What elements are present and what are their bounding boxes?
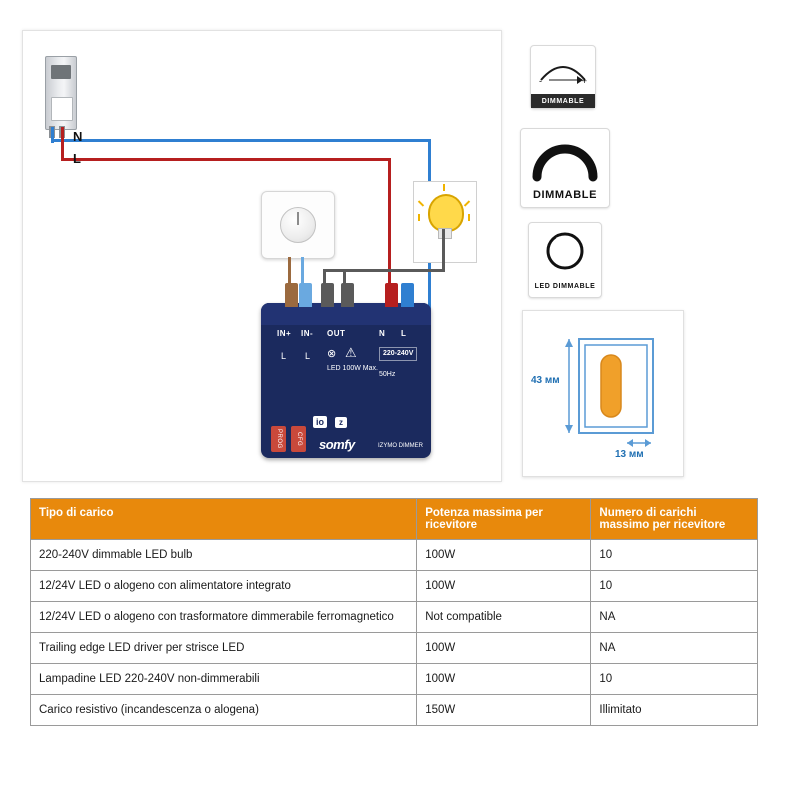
io-protocol-badge: io [313,416,327,428]
wire-lamp-grey-top [323,269,444,272]
terminal-in-minus [299,283,312,307]
cell-max-loads: 10 [591,540,758,571]
terminal-out-2 [341,283,354,307]
led-dimmable-badge [528,222,602,298]
module-frequency: 50Hz [379,371,396,378]
cell-max-power: 150W [417,695,591,726]
led-dimmable-label: LED DIMMABLE [534,283,596,290]
minus-sign: - [539,76,542,86]
wire-lamp-grey-up [442,229,445,272]
cell-max-power: 100W [417,633,591,664]
table-row [31,633,758,664]
dimmable-label-2: DIMMABLE [532,189,598,201]
table-row [31,695,758,726]
dimension-height: 43 мм [531,375,560,386]
terminal-label-out: OUT [327,329,346,338]
terminal-label-in-minus: IN- [301,329,314,338]
cell-load-type: Carico resistivo (incandescenza o alogena) [31,695,417,726]
dimmable-label-1: DIMMABLE [541,98,585,105]
bulb-ray [418,200,424,206]
somfy-logo: somfy [319,437,355,452]
module-voltage: 220-240V [379,347,417,361]
table-row [31,602,758,633]
dimmable-arc-icon [521,129,609,185]
cell-max-power: 100W [417,664,591,695]
bulb-ray [443,184,445,191]
lamp-box [413,181,477,263]
cell-max-power: 100W [417,540,591,571]
rotary-knob-icon[interactable] [280,207,316,243]
wire-live-horizontal [61,158,391,161]
terminal-label-l: L [401,329,407,338]
bulb-ray [464,200,470,206]
cell-max-loads: 10 [591,664,758,695]
terminal-l [385,283,398,307]
cell-max-loads: 10 [591,571,758,602]
terminal-n [401,283,414,307]
cell-max-loads: Illimitato [591,695,758,726]
dimmable-curve-badge [530,45,596,109]
terminal-label-n: N [379,329,386,338]
bulb-base-icon [438,228,452,239]
label-live: L [73,151,81,166]
dimensions-panel [522,310,684,477]
column-header-max-power: Potenza massima per ricevitore [417,499,591,540]
zigbee-badge: z [335,417,347,428]
wire-neutral-horizontal [51,139,431,142]
lamp-symbol-icon: ⊗ [327,348,337,360]
bulb-icon [428,194,464,232]
cell-load-type: 12/24V LED o alogeno con trasformatore dimmerabile ferromagnetico [31,602,417,633]
table-header-row [31,499,758,540]
module-load-spec: LED 100W Max. [327,365,378,372]
label-neutral: N [73,129,83,144]
plus-sign: + [581,76,587,86]
led-dimmable-ring-icon [529,223,601,275]
table-row [31,664,758,695]
prog-button[interactable]: PROG [271,426,286,452]
column-header-load-type: Tipo di carico [31,499,417,540]
bulb-ray [468,214,470,221]
column-header-max-loads: Numero di carichi massimo per ricevitore [591,499,758,540]
table-row [31,571,758,602]
rotary-switch[interactable] [261,191,335,259]
wiring-diagram-panel [22,30,502,482]
module-product-name: IZYMO DIMMER [378,443,423,449]
cell-max-loads: NA [591,602,758,633]
terminal-out-1 [321,283,334,307]
terminal-sub-label-2: L [305,351,311,361]
circuit-breaker-icon [45,56,77,130]
izymo-dimmer-module [261,303,431,458]
dimmable-arc-badge [520,128,610,208]
cell-load-type: Lampadine LED 220-240V non-dimmerabili [31,664,417,695]
cfg-button[interactable]: CFG [291,426,306,452]
wire-live-down [61,127,64,161]
dimension-depth: 13 мм [615,449,644,460]
load-compatibility-table [30,498,758,726]
module-dimensions-sketch [523,311,683,476]
cell-load-type: 220-240V dimmable LED bulb [31,540,417,571]
cell-max-power: 100W [417,571,591,602]
cell-max-loads: NA [591,633,758,664]
cell-load-type: 12/24V LED o alogeno con alimentatore integrato [31,571,417,602]
terminal-sub-label-1: L [281,351,287,361]
cell-load-type: Trailing edge LED driver per strisce LED [31,633,417,664]
bulb-ray [418,214,420,221]
cell-max-power: Not compatible [417,602,591,633]
warning-triangle-icon: ⚠ [345,345,357,360]
table-row [31,540,758,571]
terminal-label-in-plus: IN+ [277,329,292,338]
terminal-in-plus [285,283,298,307]
